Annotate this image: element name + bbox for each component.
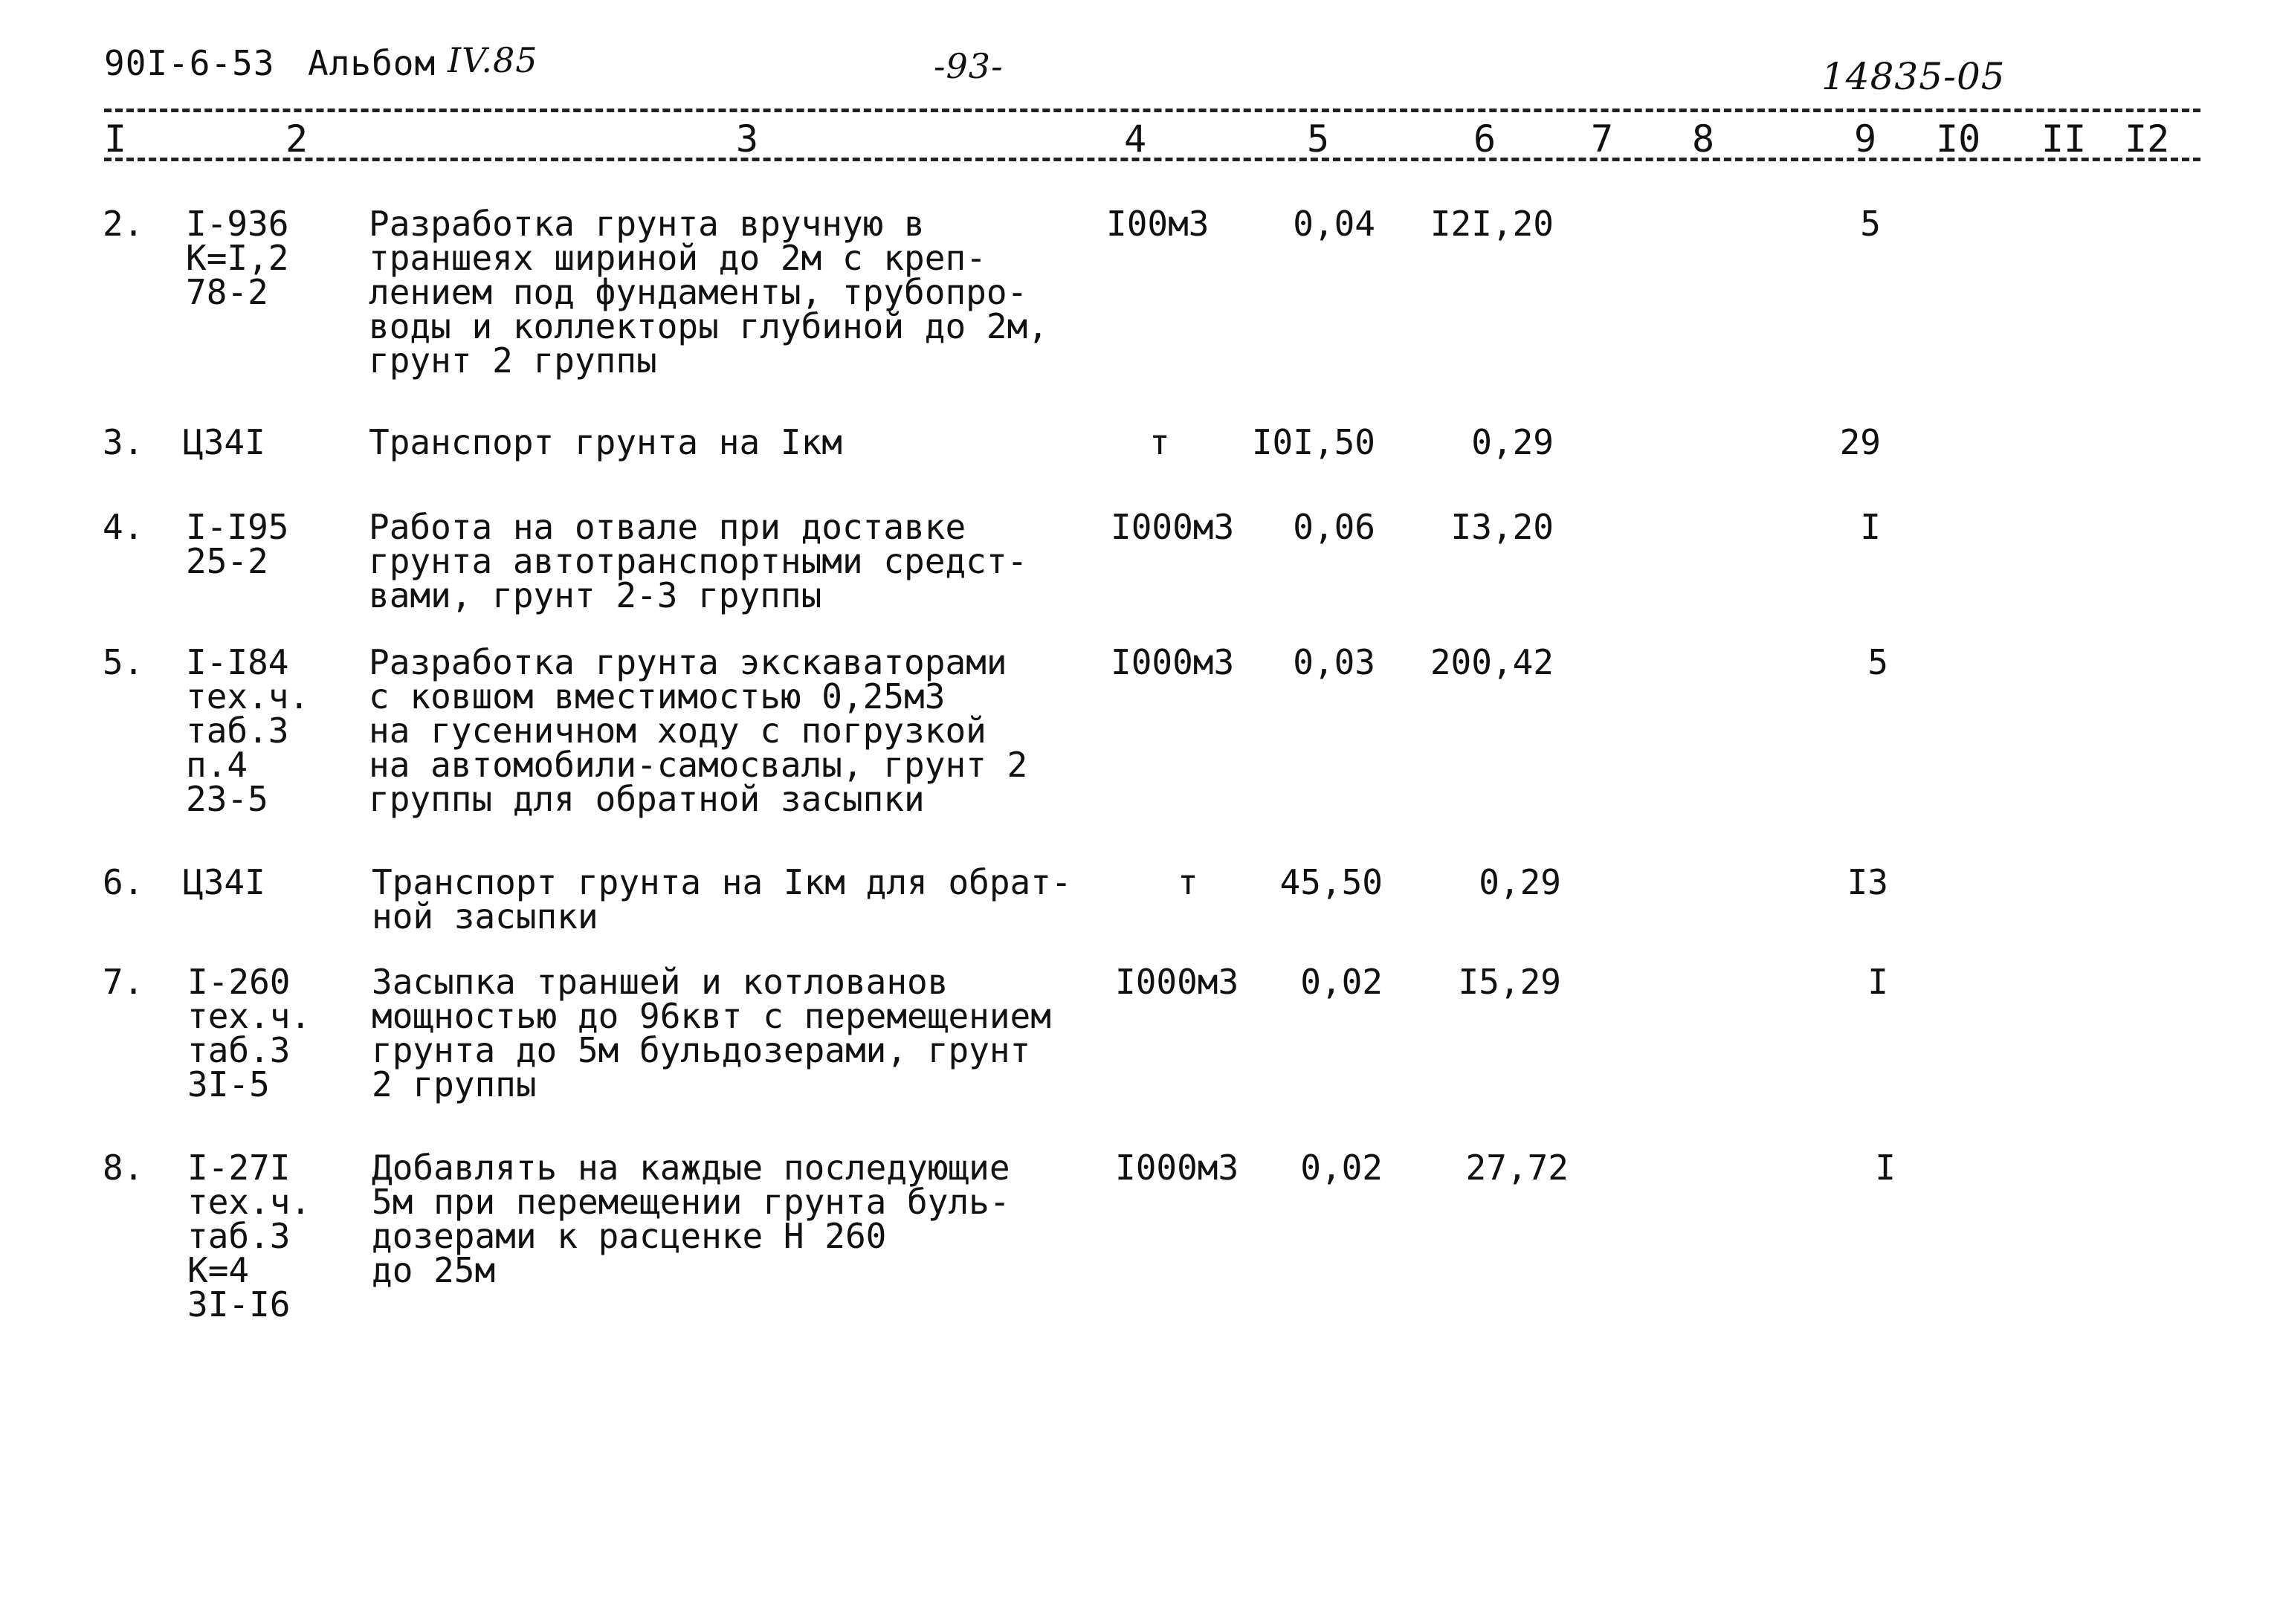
row-number: 8. xyxy=(103,1148,144,1188)
unit: I000м3 xyxy=(1115,962,1239,1002)
quantity: 0,04 xyxy=(1293,204,1375,244)
unit-price: 27,72 xyxy=(1465,1148,1569,1188)
column-number: 7 xyxy=(1591,117,1614,161)
unit: I000м3 xyxy=(1115,1148,1239,1188)
work-description: Добавлять на каждые последующие 5м при перемещении грунта буль- дозерами к расценке Н 260 до 25м xyxy=(372,1148,1010,1290)
row-number: 4. xyxy=(103,507,144,547)
column-9-value: I xyxy=(1860,507,1881,547)
unit-price: 0,29 xyxy=(1479,862,1561,902)
rate-code: I-27I тех.ч. таб.3 К=4 3I-I6 xyxy=(187,1148,311,1324)
header-top-rule xyxy=(104,109,2200,112)
column-9-value: 29 xyxy=(1839,422,1881,462)
work-description: Засыпка траншей и котлованов мощностью до 96квт с перемещением грунта до 5м бульдозерами, грунт 2 группы xyxy=(372,962,1051,1104)
rate-code: I-I95 25-2 xyxy=(186,507,289,581)
column-number: I2 xyxy=(2125,117,2170,161)
column-9-value: I xyxy=(1875,1148,1896,1188)
unit-price: I3,20 xyxy=(1450,507,1554,547)
rate-code: I-936 К=I,2 78-2 xyxy=(186,204,289,312)
row-number: 6. xyxy=(103,862,144,902)
work-description: Транспорт грунта на Iкм для обрат- ной засыпки xyxy=(372,862,1072,936)
quantity: 0,02 xyxy=(1300,1148,1383,1188)
album-label: Альбом xyxy=(308,43,436,83)
column-number: I0 xyxy=(1936,117,1981,161)
column-number: 2 xyxy=(285,117,309,161)
unit: I00м3 xyxy=(1106,204,1210,244)
rate-code: Ц34I xyxy=(183,862,265,902)
unit: I000м3 xyxy=(1111,642,1235,682)
work-description: Работа на отвале при доставке грунта автотранспортными средст- вами, грунт 2-3 группы xyxy=(369,507,1028,615)
quantity: 45,50 xyxy=(1279,862,1383,902)
row-number: 3. xyxy=(103,422,144,462)
column-number: II xyxy=(2041,117,2087,161)
unit: т xyxy=(1178,862,1198,902)
column-number: 5 xyxy=(1307,117,1330,161)
unit-price: I2I,20 xyxy=(1430,204,1554,244)
page-number: -93- xyxy=(934,46,1004,86)
header-bottom-rule xyxy=(104,158,2200,161)
column-number: I xyxy=(104,117,127,161)
row-number: 5. xyxy=(103,642,144,682)
quantity: 0,06 xyxy=(1293,507,1375,547)
quantity: 0,02 xyxy=(1300,962,1383,1002)
work-description: Разработка грунта экскаваторами с ковшом вместимостью 0,25м3 на гусеничном ходу с погрузкой на автомобили-самосвалы, грунт 2 группы для обратной засыпки xyxy=(369,642,1028,819)
rate-code: I-I84 тех.ч. таб.3 п.4 23-5 xyxy=(186,642,310,819)
unit: т xyxy=(1149,422,1170,462)
quantity: 0,03 xyxy=(1293,642,1375,682)
unit-price: 200,42 xyxy=(1430,642,1554,682)
column-number: 6 xyxy=(1473,117,1496,161)
sheet-number: 14835-05 xyxy=(1821,55,2006,98)
rate-code: I-260 тех.ч. таб.3 3I-5 xyxy=(187,962,311,1104)
column-9-value: 5 xyxy=(1867,642,1888,682)
column-number: 9 xyxy=(1854,117,1877,161)
album-handwritten-number: IV.85 xyxy=(448,40,538,80)
column-number: 8 xyxy=(1692,117,1715,161)
row-number: 2. xyxy=(103,204,144,244)
column-9-value: 5 xyxy=(1860,204,1881,244)
quantity: I0I,50 xyxy=(1251,422,1375,462)
unit-price: 0,29 xyxy=(1471,422,1554,462)
unit: I000м3 xyxy=(1111,507,1235,547)
unit-price: I5,29 xyxy=(1458,962,1561,1002)
column-9-value: I3 xyxy=(1847,862,1888,902)
column-number: 4 xyxy=(1124,117,1147,161)
column-number: 3 xyxy=(736,117,759,161)
column-9-value: I xyxy=(1867,962,1888,1002)
document-code: 90I-6-53 xyxy=(104,43,275,83)
row-number: 7. xyxy=(103,962,144,1002)
work-description: Транспорт грунта на Iкм xyxy=(369,422,842,462)
work-description: Разработка грунта вручную в траншеях шириной до 2м с креп- лением под фундаменты, трубопро- воды и коллекторы глубиной до 2м, грунт 2 группы xyxy=(369,204,1048,381)
rate-code: Ц34I xyxy=(183,422,265,462)
